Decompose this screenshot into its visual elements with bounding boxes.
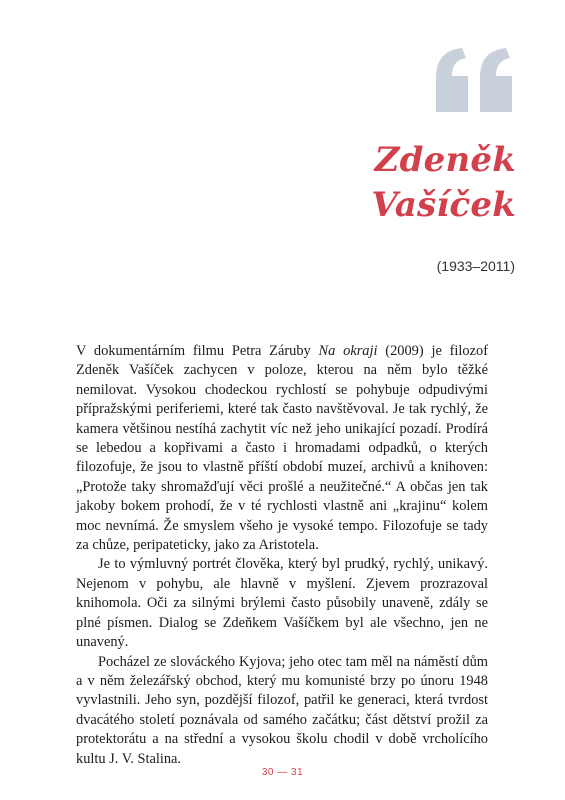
paragraph-1-start: V dokumentárním filmu Petra Záruby <box>76 343 319 359</box>
film-title: Na okraji <box>318 343 378 359</box>
paragraph-1 <box>76 342 488 555</box>
paragraph-1-rest: (2009) je filozof Zdeněk Vašíček zachycen v poloze, kterou na něm bylo těžké nemilovat. Vysokou chodeckou rychlostí se pohybuje odpudivými přípražskými periferiemi, které tak často navštěvoval. Je tak rychlý, že kamera většinou nestíhá zachytit víc než jeho unikající pozadí. Prodírá se lebedou a kopřivami a často i hromadami odpadků, o kterých filozofuje, že jsou to vlastně příští období muzeí, archivů a knihoven: „Protože taky shromažďují věci prošlé a neužitečné.“ A občas jen tak jakoby bokem prohodí, že v té rychlosti vlastně ani „krajinu“ kolem moc nevnímá. Že smyslem všeho je vysoké tempo. Filozofuje se tady za chůze, peripateticky, jako za Aristotela. <box>76 343 488 554</box>
life-years: (1933–2011) <box>436 258 515 274</box>
name-last: Vašíček <box>371 185 516 225</box>
article-body <box>76 342 488 769</box>
page-numbers: 30 — 31 <box>261 767 304 778</box>
paragraph-2: Je to výmluvný portrét člověka, který byl prudký, rychlý, unikavý. Nejenom v pohybu, ale hlavně v myšlení. Zjevem prozrazoval knihomola. Oči za silnými brýlemi často působily unaveně, zdály se plné písmen. Dialog se Zdeňkem Vašíčkem byl ale všechno, jen ne unavený. <box>76 556 488 651</box>
quotation-mark-icon <box>436 48 516 112</box>
paragraph-3: Pocházel ze slováckého Kyjova; jeho otec tam měl na náměstí dům a v něm železářský obchod, který mu komunisté brzy po únoru 1948 vyvlastnili. Jeho syn, pozdější filozof, patřil ke generaci, která tvrdost dvacátého století poznávala od samého začátku; část dětství prožil za protektorátu a na střední a vysokou školu chodil v době vrcholícího kultu J. V. Stalina. <box>76 653 488 767</box>
person-name <box>371 138 516 228</box>
name-first: Zdeněk <box>374 140 516 180</box>
